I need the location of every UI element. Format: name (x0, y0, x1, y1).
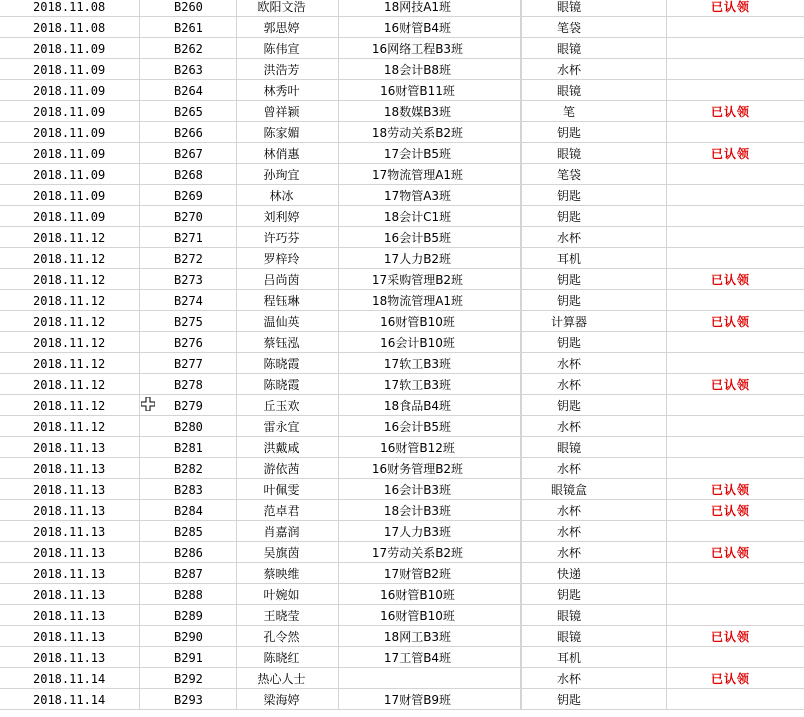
lost-item-cell[interactable]: 钥匙 (521, 122, 667, 143)
claim-status-cell[interactable] (667, 185, 804, 206)
lost-item-cell[interactable]: 笔袋 (521, 164, 667, 185)
owner-name-cell[interactable]: 洪浩芳 (237, 59, 339, 80)
class-cell[interactable]: 17劳动关系B2班 (339, 542, 521, 563)
item-id-cell[interactable]: B272 (140, 248, 237, 269)
item-id-cell[interactable]: B274 (140, 290, 237, 311)
date-cell[interactable]: 2018.11.13 (0, 479, 140, 500)
item-id-cell[interactable]: B260 (140, 0, 237, 17)
lost-item-cell[interactable]: 计算器 (521, 311, 667, 332)
item-id-cell[interactable]: B277 (140, 353, 237, 374)
date-cell[interactable]: 2018.11.09 (0, 164, 140, 185)
item-id-cell[interactable]: B282 (140, 458, 237, 479)
owner-name-cell[interactable]: 曾祥颖 (237, 101, 339, 122)
owner-name-cell[interactable]: 程钰琳 (237, 290, 339, 311)
owner-name-cell[interactable]: 陈伟宣 (237, 38, 339, 59)
claim-status-cell[interactable]: 已认领 (710, 504, 750, 518)
lost-item-cell[interactable]: 钥匙 (521, 269, 667, 290)
date-cell[interactable]: 2018.11.13 (0, 500, 140, 521)
table-row[interactable] (0, 395, 804, 416)
lost-item-cell[interactable]: 眼镜 (521, 626, 667, 647)
item-id-cell[interactable]: B284 (140, 500, 237, 521)
claim-status-cell[interactable]: 已认领 (710, 378, 750, 392)
class-cell[interactable]: 18会计B3班 (339, 500, 521, 521)
claim-status-cell[interactable]: 已认领 (710, 483, 750, 497)
class-cell[interactable]: 17会计B5班 (339, 143, 521, 164)
date-cell[interactable]: 2018.11.12 (0, 248, 140, 269)
class-cell[interactable]: 16网络工程B3班 (339, 38, 521, 59)
owner-name-cell[interactable]: 蔡映维 (237, 563, 339, 584)
class-cell[interactable]: 17财管B2班 (339, 563, 521, 584)
class-cell[interactable]: 18会计B8班 (339, 59, 521, 80)
class-cell[interactable]: 17人力B3班 (339, 521, 521, 542)
claim-status-cell[interactable]: 已认领 (710, 147, 750, 161)
table-row[interactable] (0, 479, 804, 500)
class-cell[interactable]: 16财管B12班 (339, 437, 521, 458)
claim-status-cell[interactable] (667, 248, 804, 269)
date-cell[interactable]: 2018.11.12 (0, 290, 140, 311)
lost-item-cell[interactable]: 眼镜盒 (521, 479, 667, 500)
item-id-cell[interactable]: B278 (140, 374, 237, 395)
owner-name-cell[interactable]: 蔡钰泓 (237, 332, 339, 353)
lost-item-cell[interactable]: 快递 (521, 563, 667, 584)
owner-name-cell[interactable]: 丘玉欢 (237, 395, 339, 416)
lost-item-cell[interactable]: 水杯 (521, 542, 667, 563)
table-row[interactable] (0, 206, 804, 227)
claim-status-cell[interactable] (667, 227, 804, 248)
class-cell[interactable]: 17人力B2班 (339, 248, 521, 269)
class-cell[interactable]: 16财管B10班 (339, 311, 521, 332)
class-cell[interactable]: 16会计B10班 (339, 332, 521, 353)
lost-item-cell[interactable]: 水杯 (521, 458, 667, 479)
table-row[interactable] (0, 143, 804, 164)
item-id-cell[interactable]: B285 (140, 521, 237, 542)
date-cell[interactable]: 2018.11.09 (0, 122, 140, 143)
class-cell[interactable]: 17采购管理B2班 (339, 269, 521, 290)
lost-item-cell[interactable]: 钥匙 (521, 290, 667, 311)
lost-item-cell[interactable]: 钥匙 (521, 185, 667, 206)
claim-status-cell[interactable] (667, 290, 804, 311)
claim-status-cell[interactable]: 已认领 (710, 546, 750, 560)
item-id-cell[interactable]: B283 (140, 479, 237, 500)
class-cell[interactable]: 17软工B3班 (339, 374, 521, 395)
claim-status-cell[interactable] (667, 689, 804, 710)
claim-status-cell[interactable]: 已认领 (710, 672, 750, 686)
class-cell[interactable] (339, 668, 521, 689)
lost-item-cell[interactable]: 水杯 (521, 59, 667, 80)
class-cell[interactable]: 18会计C1班 (339, 206, 521, 227)
claim-status-cell[interactable]: 已认领 (710, 315, 750, 329)
class-cell[interactable]: 18劳动关系B2班 (339, 122, 521, 143)
item-id-cell[interactable]: B271 (140, 227, 237, 248)
table-row[interactable] (0, 17, 804, 38)
item-id-cell[interactable]: B273 (140, 269, 237, 290)
class-cell[interactable]: 16财管B10班 (339, 584, 521, 605)
claim-status-cell[interactable]: 已认领 (710, 630, 750, 644)
claim-status-cell[interactable]: 已认领 (710, 273, 750, 287)
lost-item-cell[interactable]: 眼镜 (521, 0, 667, 17)
item-id-cell[interactable]: B288 (140, 584, 237, 605)
owner-name-cell[interactable]: 林冰 (237, 185, 339, 206)
date-cell[interactable]: 2018.11.12 (0, 353, 140, 374)
table-row[interactable] (0, 416, 804, 437)
date-cell[interactable]: 2018.11.13 (0, 563, 140, 584)
owner-name-cell[interactable]: 郭思婷 (237, 17, 339, 38)
claim-status-cell[interactable] (667, 584, 804, 605)
table-row[interactable] (0, 353, 804, 374)
claim-status-cell[interactable] (667, 458, 804, 479)
item-id-cell[interactable]: B289 (140, 605, 237, 626)
table-row[interactable] (0, 521, 804, 542)
class-cell[interactable]: 17财管B9班 (339, 689, 521, 710)
date-cell[interactable]: 2018.11.09 (0, 80, 140, 101)
date-cell[interactable]: 2018.11.09 (0, 59, 140, 80)
item-id-cell[interactable]: B291 (140, 647, 237, 668)
table-row[interactable] (0, 59, 804, 80)
date-cell[interactable]: 2018.11.09 (0, 143, 140, 164)
table-row[interactable] (0, 101, 804, 122)
date-cell[interactable]: 2018.11.09 (0, 206, 140, 227)
date-cell[interactable]: 2018.11.12 (0, 374, 140, 395)
item-id-cell[interactable]: B265 (140, 101, 237, 122)
table-row[interactable] (0, 227, 804, 248)
date-cell[interactable]: 2018.11.13 (0, 542, 140, 563)
owner-name-cell[interactable]: 陈家媚 (237, 122, 339, 143)
owner-name-cell[interactable]: 雷永宜 (237, 416, 339, 437)
owner-name-cell[interactable]: 许巧芬 (237, 227, 339, 248)
date-cell[interactable]: 2018.11.13 (0, 626, 140, 647)
table-row[interactable] (0, 122, 804, 143)
item-id-cell[interactable]: B279 (140, 395, 237, 416)
date-cell[interactable]: 2018.11.12 (0, 332, 140, 353)
claim-status-cell[interactable] (667, 59, 804, 80)
item-id-cell[interactable]: B280 (140, 416, 237, 437)
claim-status-cell[interactable] (667, 605, 804, 626)
lost-item-cell[interactable]: 耳机 (521, 647, 667, 668)
owner-name-cell[interactable]: 林俏惠 (237, 143, 339, 164)
lost-item-cell[interactable]: 眼镜 (521, 605, 667, 626)
date-cell[interactable]: 2018.11.12 (0, 269, 140, 290)
owner-name-cell[interactable]: 吴旗茵 (237, 542, 339, 563)
owner-name-cell[interactable]: 陈晓霞 (237, 353, 339, 374)
lost-item-cell[interactable]: 眼镜 (521, 143, 667, 164)
table-row[interactable] (0, 80, 804, 101)
class-cell[interactable]: 18物流管理A1班 (339, 290, 521, 311)
class-cell[interactable]: 18数媒B3班 (339, 101, 521, 122)
owner-name-cell[interactable]: 范卓君 (237, 500, 339, 521)
claim-status-cell[interactable] (667, 437, 804, 458)
class-cell[interactable]: 17物流管理A1班 (339, 164, 521, 185)
table-row[interactable] (0, 311, 804, 332)
item-id-cell[interactable]: B261 (140, 17, 237, 38)
date-cell[interactable]: 2018.11.13 (0, 521, 140, 542)
table-row[interactable] (0, 542, 804, 563)
owner-name-cell[interactable]: 叶婉如 (237, 584, 339, 605)
claim-status-cell[interactable] (667, 647, 804, 668)
class-cell[interactable]: 17软工B3班 (339, 353, 521, 374)
date-cell[interactable]: 2018.11.08 (0, 17, 140, 38)
claim-status-cell[interactable] (667, 521, 804, 542)
date-cell[interactable]: 2018.11.09 (0, 38, 140, 59)
table-row[interactable] (0, 584, 804, 605)
claim-status-cell[interactable]: 已认领 (710, 105, 750, 119)
claim-status-cell[interactable] (667, 416, 804, 437)
lost-item-cell[interactable]: 眼镜 (521, 38, 667, 59)
lost-item-cell[interactable]: 水杯 (521, 227, 667, 248)
class-cell[interactable]: 16财务管理B2班 (339, 458, 521, 479)
claim-status-cell[interactable] (667, 206, 804, 227)
owner-name-cell[interactable]: 游依茜 (237, 458, 339, 479)
date-cell[interactable]: 2018.11.12 (0, 227, 140, 248)
item-id-cell[interactable]: B275 (140, 311, 237, 332)
table-row[interactable] (0, 689, 804, 710)
owner-name-cell[interactable]: 陈晓红 (237, 647, 339, 668)
class-cell[interactable]: 17物管A3班 (339, 185, 521, 206)
table-row[interactable] (0, 437, 804, 458)
lost-item-cell[interactable]: 笔 (521, 101, 667, 122)
claim-status-cell[interactable] (667, 38, 804, 59)
date-cell[interactable]: 2018.11.12 (0, 311, 140, 332)
claim-status-cell[interactable] (667, 395, 804, 416)
class-cell[interactable]: 16会计B5班 (339, 416, 521, 437)
lost-item-cell[interactable]: 眼镜 (521, 437, 667, 458)
table-row[interactable] (0, 248, 804, 269)
lost-item-cell[interactable]: 钥匙 (521, 395, 667, 416)
date-cell[interactable]: 2018.11.14 (0, 689, 140, 710)
table-row[interactable] (0, 500, 804, 521)
item-id-cell[interactable]: B287 (140, 563, 237, 584)
class-cell[interactable]: 17工管B4班 (339, 647, 521, 668)
lost-item-cell[interactable]: 钥匙 (521, 206, 667, 227)
claim-status-cell[interactable] (667, 17, 804, 38)
class-cell[interactable]: 16会计B3班 (339, 479, 521, 500)
date-cell[interactable]: 2018.11.13 (0, 437, 140, 458)
claim-status-cell[interactable] (667, 164, 804, 185)
date-cell[interactable]: 2018.11.09 (0, 185, 140, 206)
item-id-cell[interactable]: B290 (140, 626, 237, 647)
lost-item-cell[interactable]: 钥匙 (521, 584, 667, 605)
table-row[interactable] (0, 668, 804, 689)
crosshair-cell-cursor-icon (141, 397, 155, 411)
item-id-cell[interactable]: B281 (140, 437, 237, 458)
class-cell[interactable]: 18网工B3班 (339, 626, 521, 647)
date-cell[interactable]: 2018.11.13 (0, 605, 140, 626)
owner-name-cell[interactable]: 吕尚茵 (237, 269, 339, 290)
owner-name-cell[interactable]: 刘利婷 (237, 206, 339, 227)
owner-name-cell[interactable]: 梁海婷 (237, 689, 339, 710)
claim-status-cell[interactable] (667, 80, 804, 101)
claim-status-cell[interactable] (667, 353, 804, 374)
date-cell[interactable]: 2018.11.12 (0, 416, 140, 437)
claim-status-cell[interactable] (667, 122, 804, 143)
lost-item-cell[interactable]: 钥匙 (521, 689, 667, 710)
item-id-cell[interactable]: B292 (140, 668, 237, 689)
owner-name-cell[interactable]: 孔令然 (237, 626, 339, 647)
item-id-cell[interactable]: B276 (140, 332, 237, 353)
item-id-cell[interactable]: B269 (140, 185, 237, 206)
owner-name-cell[interactable]: 肖嘉润 (237, 521, 339, 542)
lost-item-cell[interactable]: 耳机 (521, 248, 667, 269)
date-cell[interactable]: 2018.11.12 (0, 395, 140, 416)
class-cell[interactable]: 16财管B10班 (339, 605, 521, 626)
date-cell[interactable]: 2018.11.13 (0, 647, 140, 668)
table-row[interactable] (0, 164, 804, 185)
table-row[interactable] (0, 0, 804, 17)
table-row[interactable] (0, 647, 804, 668)
item-id-cell[interactable]: B266 (140, 122, 237, 143)
table-row[interactable] (0, 563, 804, 584)
claim-status-cell[interactable]: 已认领 (710, 0, 750, 14)
lost-item-cell[interactable]: 水杯 (521, 521, 667, 542)
owner-name-cell[interactable]: 叶佩雯 (237, 479, 339, 500)
item-id-cell[interactable]: B286 (140, 542, 237, 563)
table-row[interactable] (0, 185, 804, 206)
owner-name-cell[interactable]: 王晓莹 (237, 605, 339, 626)
item-id-cell[interactable]: B264 (140, 80, 237, 101)
table-row[interactable] (0, 458, 804, 479)
class-cell[interactable]: 18网技A1班 (339, 0, 521, 17)
class-cell[interactable]: 18食品B4班 (339, 395, 521, 416)
lost-item-cell[interactable]: 眼镜 (521, 80, 667, 101)
owner-name-cell[interactable]: 陈晓霞 (237, 374, 339, 395)
lost-item-cell[interactable]: 水杯 (521, 416, 667, 437)
item-id-cell[interactable]: B270 (140, 206, 237, 227)
table-row[interactable] (0, 332, 804, 353)
date-cell[interactable]: 2018.11.09 (0, 101, 140, 122)
claim-status-cell[interactable] (667, 563, 804, 584)
item-id-cell[interactable]: B263 (140, 59, 237, 80)
table-row[interactable] (0, 269, 804, 290)
lost-item-cell[interactable]: 钥匙 (521, 332, 667, 353)
item-id-cell[interactable]: B268 (140, 164, 237, 185)
owner-name-cell[interactable]: 欧阳文浩 (237, 0, 339, 17)
item-id-cell[interactable]: B267 (140, 143, 237, 164)
lost-item-cell[interactable]: 水杯 (521, 500, 667, 521)
claim-status-cell[interactable] (667, 332, 804, 353)
owner-name-cell[interactable]: 孙珣宜 (237, 164, 339, 185)
owner-name-cell[interactable]: 热心人士 (237, 668, 339, 689)
table-row[interactable] (0, 290, 804, 311)
lost-item-cell[interactable]: 水杯 (521, 374, 667, 395)
table-row[interactable] (0, 38, 804, 59)
item-id-cell[interactable]: B262 (140, 38, 237, 59)
date-cell[interactable]: 2018.11.13 (0, 584, 140, 605)
class-cell[interactable]: 16财管B11班 (339, 80, 521, 101)
owner-name-cell[interactable]: 温仙英 (237, 311, 339, 332)
lost-item-cell[interactable]: 笔袋 (521, 17, 667, 38)
owner-name-cell[interactable]: 洪戴咸 (237, 437, 339, 458)
class-cell[interactable]: 16会计B5班 (339, 227, 521, 248)
class-cell[interactable]: 16财管B4班 (339, 17, 521, 38)
lost-item-cell[interactable]: 水杯 (521, 353, 667, 374)
table-row[interactable] (0, 374, 804, 395)
owner-name-cell[interactable]: 林秀叶 (237, 80, 339, 101)
table-row[interactable] (0, 605, 804, 626)
date-cell[interactable]: 2018.11.08 (0, 0, 140, 17)
lost-item-cell[interactable]: 水杯 (521, 668, 667, 689)
date-cell[interactable]: 2018.11.14 (0, 668, 140, 689)
owner-name-cell[interactable]: 罗梓玲 (237, 248, 339, 269)
item-id-cell[interactable]: B293 (140, 689, 237, 710)
date-cell[interactable]: 2018.11.13 (0, 458, 140, 479)
table-row[interactable] (0, 626, 804, 647)
